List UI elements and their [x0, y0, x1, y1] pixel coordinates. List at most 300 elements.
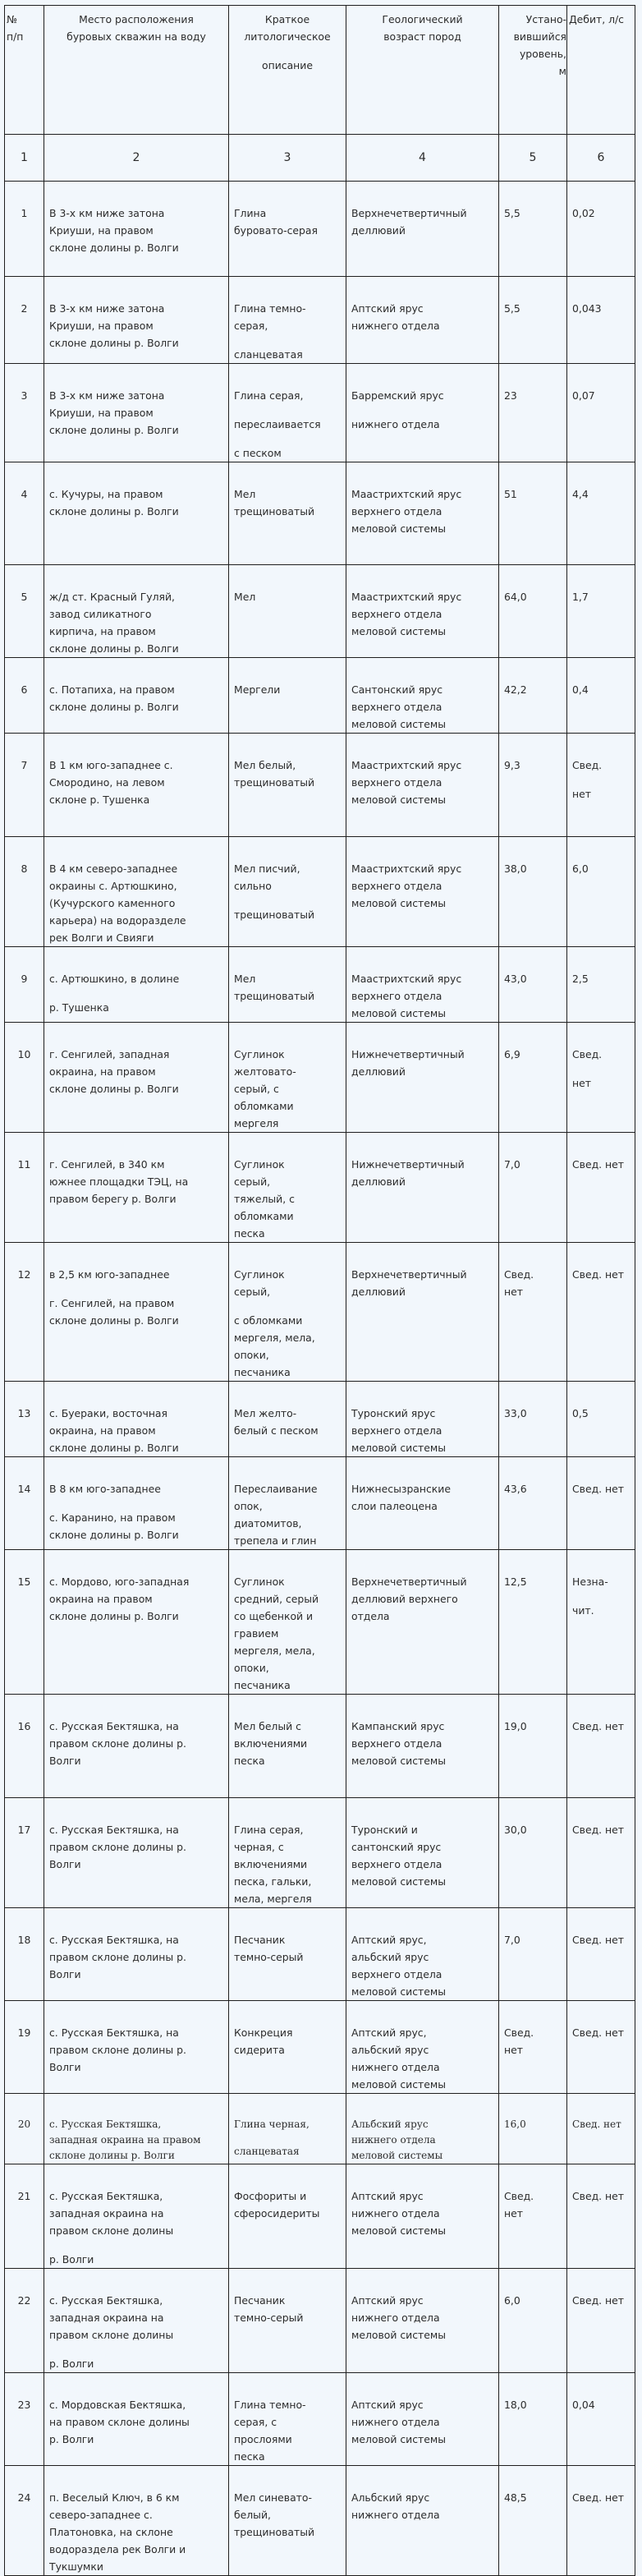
cell-number: 5: [5, 565, 44, 658]
text-line: В 1 км юго-западнее с.: [49, 759, 173, 771]
text-line: склоне долины р. Волги: [49, 505, 179, 518]
text-line: Мел синевато-: [234, 2491, 312, 2504]
cell-static-level: [499, 1695, 567, 1798]
text-line: правом склоне долины р.: [49, 1841, 186, 1853]
cell-number: 4: [5, 462, 44, 565]
text-line: Краткое: [264, 13, 310, 25]
text-line: В 3-х км ниже затона: [49, 207, 165, 219]
text-line: Аптский ярус,: [351, 2026, 427, 2039]
cell-lithology: [229, 1550, 346, 1695]
text-line: м: [558, 65, 566, 77]
cell-yield: [567, 1457, 635, 1550]
text-line: серая,: [234, 320, 268, 332]
cell-number: 10: [5, 1023, 44, 1133]
cell-number: 8: [5, 837, 44, 947]
text-line: нижнего отдела: [351, 418, 440, 430]
cell-yield: [567, 1550, 635, 1695]
header-static-level: [499, 6, 567, 135]
cell-geologic-age: [346, 2269, 499, 2373]
text-line: черная, с: [234, 1841, 284, 1853]
text-line: верхнего отдела: [351, 880, 443, 892]
cell-static-level: [499, 2164, 567, 2269]
cell-location: [44, 2373, 229, 2466]
text-line: опоки,: [234, 1349, 269, 1361]
text-line: 7,0: [504, 1158, 520, 1171]
header-location: [44, 6, 229, 135]
text-line: песка: [234, 1755, 265, 1767]
text-line: 43,6: [504, 1483, 527, 1495]
text-line: (Кучурского каменного: [49, 897, 176, 909]
text-line: Кампанский ярус: [351, 1720, 445, 1732]
text-line: сланцеватая: [234, 2146, 300, 2157]
text-line: с. Мордовская Бектяшка,: [49, 2399, 186, 2411]
text-line: Суглинок: [234, 1576, 285, 1588]
cell-static-level: [499, 734, 567, 837]
text-line: трещиноватый: [234, 908, 315, 921]
text-line: склоне долины р. Волги: [49, 701, 179, 713]
cell-geologic-age: [346, 2466, 499, 2576]
cell-number: 12: [5, 1243, 44, 1382]
cell-lithology: [229, 182, 346, 277]
cell-geologic-age: [346, 2164, 499, 2269]
cell-location: [44, 1023, 229, 1133]
text-line: белый,: [234, 2509, 271, 2521]
text-line: Мел: [234, 973, 256, 985]
text-line: слои палеоцена: [351, 1500, 438, 1512]
cell-lithology: [229, 2094, 346, 2164]
text-line: Волги: [49, 1968, 81, 1980]
text-line: правом склоне долины р.: [49, 1951, 186, 1963]
text-line: окраина на правом: [49, 1593, 153, 1605]
text-line: Песчаник: [234, 2294, 286, 2307]
cell-lithology: [229, 1023, 346, 1133]
text-line: со щебенкой и: [234, 1610, 314, 1622]
text-line: В 3-х км ниже затона: [49, 389, 165, 402]
cell-static-level: [499, 1243, 567, 1382]
cell-geologic-age: [346, 1133, 499, 1243]
text-line: склоне долины р. Волги: [49, 424, 179, 436]
text-line: Переслаивание: [234, 1483, 318, 1495]
cell-lithology: [229, 1382, 346, 1457]
text-line: Верхнечетвертичный: [351, 1268, 467, 1281]
text-line: меловой системы: [351, 1755, 446, 1767]
table-body: [5, 182, 635, 2576]
text-line: на правом склоне долины: [49, 2416, 190, 2428]
text-line: Суглинок: [234, 1158, 285, 1171]
text-line: 0,043: [572, 302, 602, 315]
text-line: Свед. нет: [572, 1720, 624, 1732]
text-line: правом берегу р. Волги: [49, 1193, 177, 1205]
text-line: Устано-: [525, 13, 566, 25]
text-line: №: [7, 13, 17, 25]
cell-static-level: [499, 277, 567, 364]
text-line: карьера) на водоразделе: [49, 914, 186, 927]
line-gap: [49, 1497, 223, 1509]
text-line: кирпича, на правом: [49, 625, 156, 637]
text-line: Аптский ярус: [351, 302, 424, 315]
cell-lithology: [229, 1457, 346, 1550]
line-gap: [234, 433, 341, 444]
cell-lithology: [229, 2269, 346, 2373]
text-line: буровых скважин на воду: [66, 30, 206, 43]
table-row: [5, 277, 635, 364]
text-line: обломками: [234, 1210, 294, 1222]
text-line: правом склоне долины р.: [49, 1737, 186, 1750]
cell-lithology: [229, 734, 346, 837]
table-row: [5, 1457, 635, 1550]
text-line: Конкреция: [234, 2026, 293, 2039]
text-line: сильно: [234, 880, 272, 892]
text-line: нет: [572, 1077, 591, 1089]
text-line: нижнего отдела: [351, 2312, 440, 2324]
cell-lithology: [229, 364, 346, 462]
cell-lithology: [229, 277, 346, 364]
text-line: склоне долины р. Волги: [49, 1083, 179, 1095]
column-number: 1: [5, 135, 44, 182]
text-line: Мел писчий,: [234, 862, 300, 875]
text-line: меловой системы: [351, 897, 446, 909]
text-line: нижнего отдела: [351, 2134, 436, 2146]
text-line: Свед.: [504, 1268, 534, 1281]
cell-yield: [567, 1908, 635, 2001]
text-line: с. Каранино, на правом: [49, 1511, 176, 1524]
text-line: склоне долины р. Волги: [49, 1442, 179, 1454]
text-line: Свед. нет: [572, 2294, 624, 2307]
text-line: правом склоне долины р.: [49, 2044, 186, 2056]
header-number: [5, 6, 44, 135]
table-row: [5, 1908, 635, 2001]
cell-lithology: [229, 565, 346, 658]
table-row: [5, 2001, 635, 2094]
table-row: [5, 2466, 635, 2576]
line-gap: [49, 2344, 223, 2355]
text-line: Свед. нет: [572, 1934, 624, 1946]
text-line: обломками: [234, 1100, 294, 1112]
text-line: 38,0: [504, 862, 527, 875]
text-line: нижнего отдела: [351, 2207, 440, 2220]
text-line: склоне долины р. Волги: [49, 2150, 175, 2161]
cell-yield: [567, 1382, 635, 1457]
cell-location: [44, 1798, 229, 1908]
text-line: Нижнечетвертичный: [351, 1158, 465, 1171]
text-line: включениями: [234, 1737, 308, 1750]
cell-location: [44, 462, 229, 565]
line-gap: [49, 1283, 223, 1295]
text-line: меловой системы: [351, 1007, 446, 1019]
wells-table: [4, 5, 635, 2576]
column-number-row: [5, 135, 635, 182]
text-line: Суглинок: [234, 1268, 285, 1281]
text-line: 16,0: [504, 2118, 526, 2130]
text-line: 5,5: [504, 207, 520, 219]
text-line: песка: [234, 2450, 265, 2463]
text-line: песка: [234, 1227, 265, 1240]
cell-static-level: [499, 2269, 567, 2373]
text-line: меловой системы: [351, 2150, 443, 2161]
text-line: диатомитов,: [234, 1517, 302, 1530]
cell-static-level: [499, 947, 567, 1023]
cell-yield: [567, 2466, 635, 2576]
table-row: [5, 2164, 635, 2269]
cell-yield: [567, 1695, 635, 1798]
text-line: песчаника: [234, 1679, 291, 1691]
cell-lithology: [229, 2164, 346, 2269]
cell-location: [44, 2269, 229, 2373]
text-line: Барремский ярус: [351, 389, 444, 402]
text-line: нет: [504, 1286, 523, 1298]
cell-number: 11: [5, 1133, 44, 1243]
text-line: западная окраина на правом: [49, 2134, 201, 2146]
text-line: меловой системы: [351, 2078, 446, 2091]
text-line: верхнего отдела: [351, 990, 443, 1002]
text-line: верхнего отдела: [351, 776, 443, 789]
cell-location: [44, 364, 229, 462]
table-row: [5, 837, 635, 947]
cell-location: [44, 182, 229, 277]
text-line: нижнего отдела: [351, 2416, 440, 2428]
header-row: [5, 6, 635, 135]
cell-yield: [567, 2001, 635, 2094]
cell-lithology: [229, 1798, 346, 1908]
text-line: Волги: [49, 1858, 81, 1870]
cell-static-level: [499, 364, 567, 462]
line-gap: [572, 1590, 630, 1602]
text-line: правом склоне долины: [49, 2224, 174, 2237]
text-line: мергеля, мела,: [234, 1644, 315, 1657]
table-row: [5, 364, 635, 462]
cell-yield: [567, 364, 635, 462]
text-line: Свед. нет: [572, 2026, 624, 2039]
text-line: южнее площадки ТЭЦ, на: [49, 1175, 189, 1188]
text-line: 33,0: [504, 1407, 527, 1419]
text-line: Тукшумки: [49, 2560, 103, 2573]
cell-location: [44, 1695, 229, 1798]
text-line: нет: [504, 2044, 523, 2056]
text-line: правом склоне долины: [49, 2329, 174, 2341]
text-line: 2,5: [572, 973, 589, 985]
cell-location: [44, 565, 229, 658]
text-line: с. Артюшкино, в долине: [49, 973, 180, 985]
column-number: 2: [44, 135, 229, 182]
text-line: меловой системы: [351, 718, 446, 730]
cell-static-level: [499, 1798, 567, 1908]
cell-yield: [567, 2164, 635, 2269]
text-line: 42,2: [504, 683, 527, 696]
text-line: Свед.: [504, 2190, 534, 2202]
cell-static-level: [499, 1382, 567, 1457]
text-line: р. Тушенка: [49, 1001, 109, 1014]
text-line: Свед. нет: [572, 1268, 624, 1281]
text-line: Альбский ярус: [351, 2118, 429, 2130]
cell-yield: [567, 462, 635, 565]
cell-number: 24: [5, 2466, 44, 2576]
table-row: [5, 734, 635, 837]
cell-geologic-age: [346, 947, 499, 1023]
cell-lithology: [229, 658, 346, 734]
text-line: мергеля, мела,: [234, 1332, 315, 1344]
text-line: Глина черная,: [234, 2118, 310, 2130]
table-row: [5, 182, 635, 277]
header-geologic-age: [346, 6, 499, 135]
text-line: верхнего отдела: [351, 1424, 443, 1437]
text-line: Криуши, на правом: [49, 320, 154, 332]
text-line: верхнего отдела: [351, 608, 443, 620]
column-number: 5: [499, 135, 567, 182]
cell-number: 14: [5, 1457, 44, 1550]
text-line: 0,02: [572, 207, 595, 219]
text-line: р. Волги: [49, 2433, 94, 2445]
text-line: склоне р. Тушенка: [49, 794, 150, 806]
cell-yield: [567, 182, 635, 277]
text-line: деллювий: [351, 224, 406, 237]
cell-static-level: [499, 2001, 567, 2094]
cell-location: [44, 658, 229, 734]
text-line: с. Русская Бектяшка,: [49, 2190, 163, 2202]
text-line: Криуши, на правом: [49, 224, 154, 237]
text-line: Глина темно-: [234, 302, 306, 315]
text-line: с. Буераки, восточная: [49, 1407, 167, 1419]
cell-geologic-age: [346, 277, 499, 364]
text-line: серая, с: [234, 2416, 277, 2428]
text-line: темно-серый: [234, 1951, 304, 1963]
text-line: западная окраина на: [49, 2207, 164, 2220]
text-line: меловой системы: [351, 1985, 446, 1998]
text-line: белый с песком: [234, 1424, 319, 1437]
text-line: Мергели: [234, 683, 281, 696]
text-line: с. Кучуры, на правом: [49, 488, 163, 500]
text-line: меловой системы: [351, 1875, 446, 1888]
text-line: 0,4: [572, 683, 589, 696]
cell-geologic-age: [346, 462, 499, 565]
cell-geologic-age: [346, 2094, 499, 2164]
text-line: деллювий: [351, 1286, 406, 1298]
cell-yield: [567, 658, 635, 734]
text-line: с. Русская Бектяшка, на: [49, 1824, 179, 1836]
cell-number: 22: [5, 2269, 44, 2373]
cell-yield: [567, 565, 635, 658]
text-line: с. Русская Бектяшка, на: [49, 2026, 179, 2039]
line-gap: [234, 2132, 341, 2144]
text-line: верхнего отдела: [351, 505, 443, 518]
line-gap: [234, 1300, 341, 1312]
text-line: 43,0: [504, 973, 527, 985]
table-row: [5, 1382, 635, 1457]
cell-yield: [567, 277, 635, 364]
text-line: г. Сенгилей, на правом: [49, 1297, 175, 1309]
cell-number: 23: [5, 2373, 44, 2466]
text-line: Платоновка, на склоне: [49, 2526, 173, 2538]
text-line: уровень,: [519, 48, 566, 60]
line-gap: [234, 895, 341, 906]
text-line: Фосфориты и: [234, 2190, 307, 2202]
cell-geologic-age: [346, 182, 499, 277]
cell-location: [44, 2001, 229, 2094]
cell-location: [44, 2466, 229, 2576]
text-line: 64,0: [504, 591, 527, 603]
text-line: Маастрихтский ярус: [351, 591, 462, 603]
table-row: [5, 2094, 635, 2164]
text-line: с. Русская Бектяшка, на: [49, 1934, 179, 1946]
text-line: верхнего отдела: [351, 1737, 443, 1750]
text-line: Свед. нет: [572, 1483, 624, 1495]
text-line: с. Русская Бектяшка,: [49, 2118, 162, 2130]
cell-geologic-age: [346, 1382, 499, 1457]
table-row: [5, 1695, 635, 1798]
cell-lithology: [229, 837, 346, 947]
cell-number: 15: [5, 1550, 44, 1695]
cell-yield: [567, 1243, 635, 1382]
text-line: сантонский ярус: [351, 1841, 442, 1853]
cell-static-level: [499, 2466, 567, 2576]
table-row: [5, 2373, 635, 2466]
text-line: нижнего отдела: [351, 2061, 440, 2073]
cell-geologic-age: [346, 1798, 499, 1908]
line-gap: [234, 334, 341, 346]
text-line: В 3-х км ниже затона: [49, 302, 165, 315]
text-line: Глина: [234, 207, 267, 219]
cell-location: [44, 734, 229, 837]
cell-geologic-age: [346, 1023, 499, 1133]
text-line: окраина, на правом: [49, 1065, 156, 1078]
text-line: с. Русская Бектяшка, на: [49, 1720, 179, 1732]
column-number: 3: [229, 135, 346, 182]
cell-location: [44, 837, 229, 947]
text-line: серый,: [234, 1175, 271, 1188]
text-line: Песчаник: [234, 1934, 286, 1946]
text-line: 30,0: [504, 1824, 527, 1836]
cell-geologic-age: [346, 364, 499, 462]
cell-static-level: [499, 1133, 567, 1243]
cell-yield: [567, 734, 635, 837]
text-line: серый, с: [234, 1083, 279, 1095]
text-line: Свед.: [504, 2026, 534, 2039]
text-line: р. Волги: [49, 2253, 94, 2266]
cell-number: 7: [5, 734, 44, 837]
text-line: темно-серый: [234, 2312, 304, 2324]
text-line: В 4 км северо-западнее: [49, 862, 178, 875]
table-row: [5, 947, 635, 1023]
cell-yield: [567, 2373, 635, 2466]
text-line: прослоями: [234, 2433, 292, 2445]
text-line: мела, мергеля: [234, 1893, 312, 1905]
text-line: описание: [262, 59, 313, 71]
table-row: [5, 462, 635, 565]
cell-number: 18: [5, 1908, 44, 2001]
text-line: с. Мордово, юго-западная: [49, 1576, 190, 1588]
text-line: Аптский ярус: [351, 2190, 424, 2202]
text-line: 51: [504, 488, 517, 500]
text-line: переслаивается: [234, 418, 321, 430]
table-row: [5, 1133, 635, 1243]
text-line: 6,0: [572, 862, 589, 875]
header-lithology: [229, 6, 346, 135]
cell-yield: [567, 1798, 635, 1908]
text-line: г. Сенгилей, западная: [49, 1048, 170, 1060]
text-line: Аптский ярус,: [351, 1934, 427, 1946]
cell-geologic-age: [346, 1550, 499, 1695]
cell-number: 6: [5, 658, 44, 734]
text-line: Мел: [234, 591, 256, 603]
text-line: склоне долины р. Волги: [49, 337, 179, 349]
table-row: [5, 1798, 635, 1908]
text-line: альбский ярус: [351, 2044, 429, 2056]
text-line: нижнего отдела: [351, 2509, 440, 2521]
text-line: сидерита: [234, 2044, 285, 2056]
text-line: 1,7: [572, 591, 589, 603]
cell-number: 13: [5, 1382, 44, 1457]
text-line: Незна-: [572, 1576, 608, 1588]
text-line: меловой системы: [351, 522, 446, 535]
